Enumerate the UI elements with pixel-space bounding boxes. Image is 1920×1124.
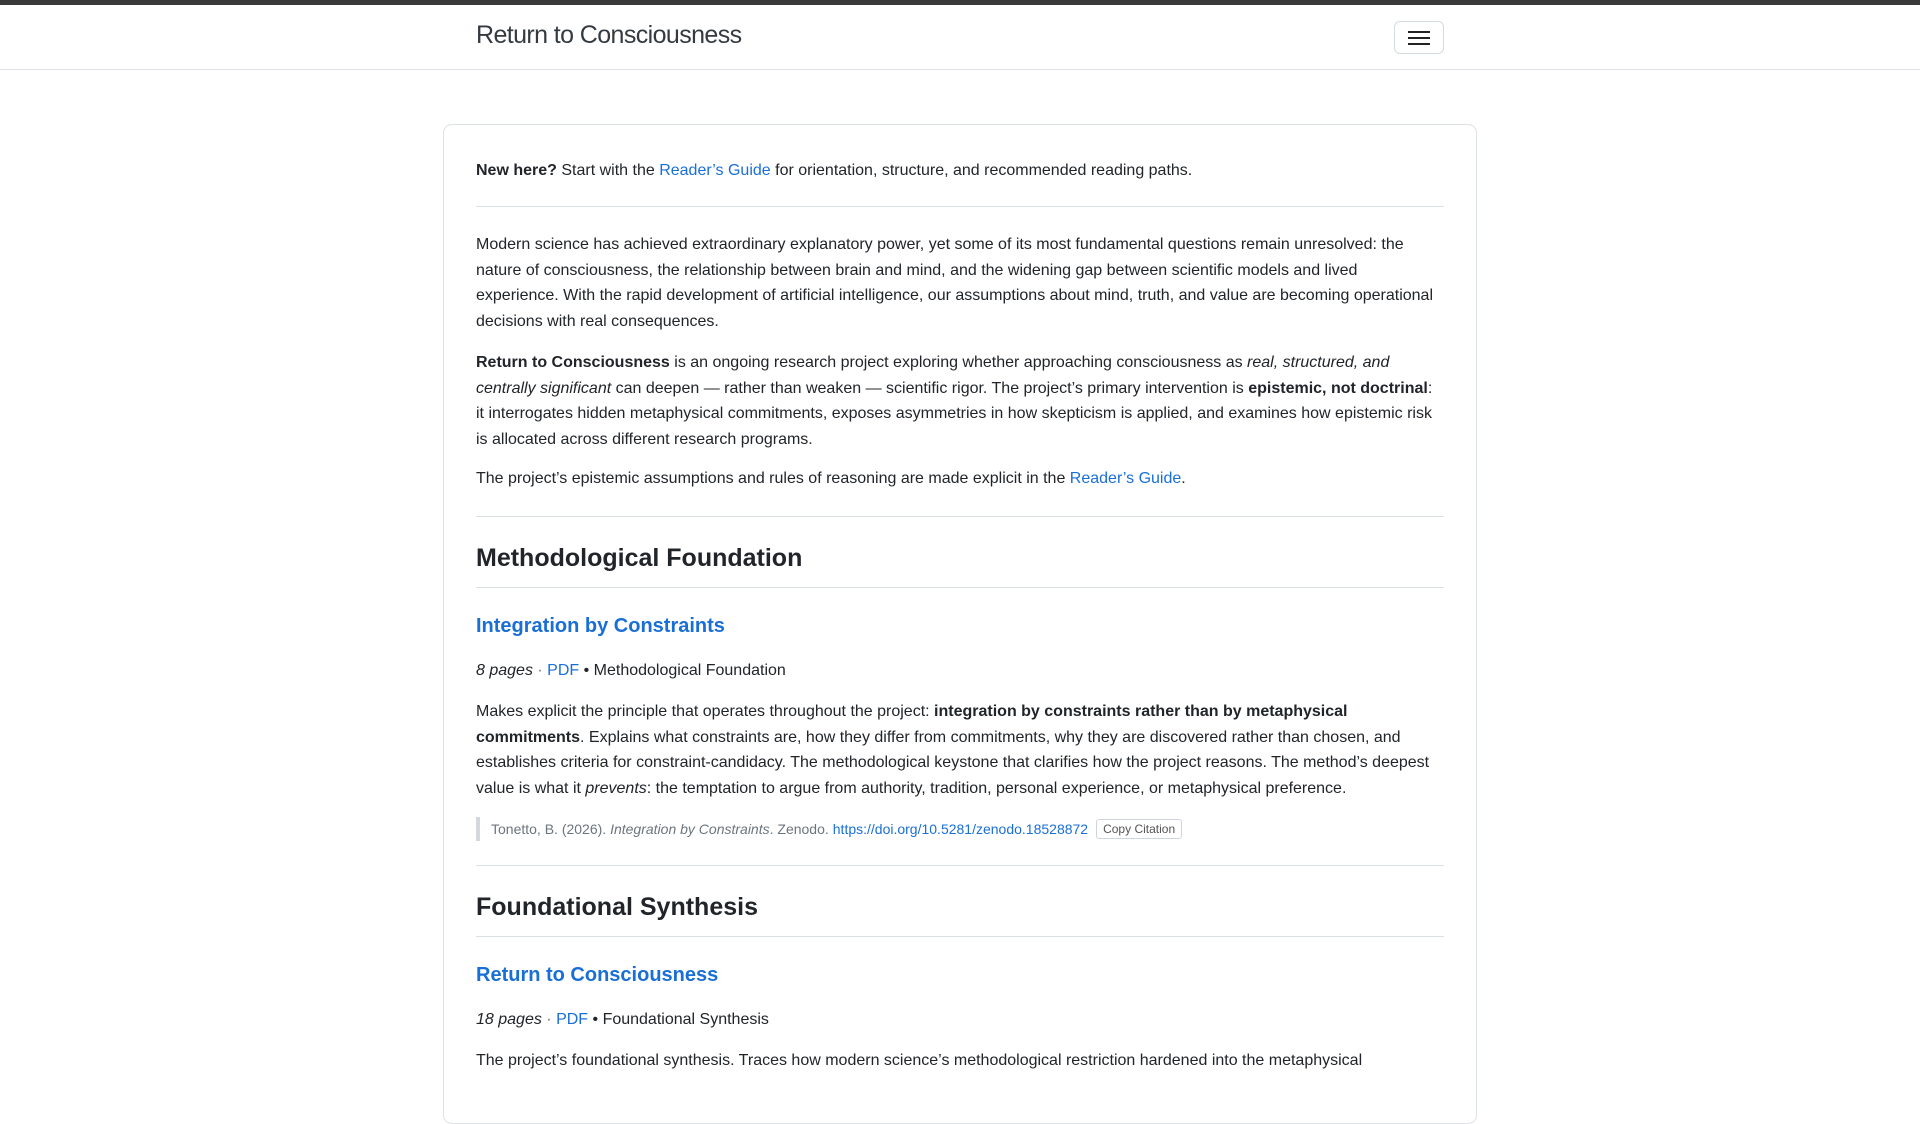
pdf-link[interactable]: PDF (556, 1011, 589, 1028)
hamburger-menu-icon (1408, 37, 1430, 39)
text: . Explains what constraints are, how they differ from commitments, why they are discovered rather than chosen, and establishes criteria for constraint-candidacy. The methodological keystone that clarifies how the project reasons. The method’s deepest value is what it (476, 728, 1430, 797)
paper-category: Methodological Foundation (593, 662, 786, 679)
text: : the temptation to argue from authority, tradition, personal experience, or metaphysical preference. (646, 779, 1347, 797)
page-count: 18 pages (476, 1011, 542, 1028)
paper-meta (476, 1011, 1444, 1029)
citation-block (476, 817, 1444, 841)
emphasis: real, structured, and centrally significant (476, 354, 1390, 397)
section-title: Methodological Foundation (476, 544, 803, 572)
new-here-text: for orientation, structure, and recommended reading paths. (770, 162, 1193, 179)
text: : it interrogates hidden metaphysical commitments, exposes asymmetries in how skepticism is applied, and examines how epistemic risk is allocated across different research programs. (476, 379, 1433, 448)
navbar (0, 5, 1920, 70)
paper-description (476, 699, 1444, 801)
separator: • (588, 1011, 603, 1028)
separator: · (541, 1011, 557, 1028)
project-name: Return to Consciousness (476, 354, 670, 371)
intro-paragraph-3 (476, 466, 1444, 492)
text: The project’s foundational synthesis. Traces how modern science’s methodological restriction hardened into the metaphysical (476, 1052, 1363, 1069)
doi-link[interactable]: https://doi.org/10.5281/zenodo.18528872 (832, 821, 1089, 837)
pdf-link[interactable]: PDF (547, 662, 580, 679)
new-here-label: New here? (476, 162, 557, 179)
divider (476, 587, 1444, 588)
separator: • (579, 662, 594, 679)
text: can deepen — rather than weaken — scientific rigor. The project’s primary intervention is (611, 379, 1249, 397)
text: Makes explicit the principle that operates throughout the project: (476, 703, 935, 720)
paper-title-link[interactable]: Integration by Constraints (476, 615, 725, 637)
new-here-notice (476, 158, 1444, 184)
intro-paragraph-2 (476, 350, 1444, 452)
citation-author: Tonetto, B. (2026). (491, 821, 611, 837)
divider (476, 936, 1444, 937)
text: . (1181, 470, 1186, 487)
text: The project’s epistemic assumptions and rules of reasoning are made explicit in the (476, 470, 1070, 487)
paper-description (476, 1048, 1444, 1074)
intro-paragraph-1: Modern science has achieved extraordinary explanatory power, yet some of its most fundamental questions remain unresolved: the nature of consciousness, the relationship between brain and mind, and the widening gap between scientific models and lived experience. With the rapid development of artificial intelligence, our assumptions about mind, truth, and value are becoming operational decisions with real consequences. (476, 236, 1433, 330)
copy-citation-button[interactable]: Copy Citation (1096, 819, 1182, 839)
citation-title: Integration by Constraints (610, 821, 770, 837)
paper-category: Foundational Synthesis (602, 1011, 769, 1028)
divider (476, 516, 1444, 517)
hamburger-menu-icon (1408, 43, 1430, 45)
paper-title-link[interactable]: Return to Consciousness (476, 964, 719, 986)
text: is an ongoing research project exploring whether approaching consciousness as (669, 354, 1248, 371)
section-title: Foundational Synthesis (476, 893, 758, 921)
emphasis-bold: integration by constraints rather than by metaphysical commitments (476, 703, 1348, 746)
divider (476, 865, 1444, 866)
nav-toggle-button[interactable] (1394, 21, 1444, 54)
readers-guide-link[interactable]: Reader’s Guide (659, 162, 771, 179)
hamburger-menu-icon (1408, 31, 1430, 33)
emphasis-bold: epistemic, not doctrinal (1248, 379, 1428, 397)
citation-publisher: . Zenodo. (769, 821, 829, 837)
page-count: 8 pages (476, 662, 533, 679)
new-here-text: Start with the (556, 162, 660, 179)
emphasis: prevents (585, 779, 647, 797)
readers-guide-link[interactable]: Reader’s Guide (1069, 470, 1182, 487)
separator: · (532, 662, 548, 679)
site-brand-link[interactable]: Return to Consciousness (476, 21, 742, 49)
paper-meta (476, 662, 1444, 680)
divider (476, 206, 1444, 207)
